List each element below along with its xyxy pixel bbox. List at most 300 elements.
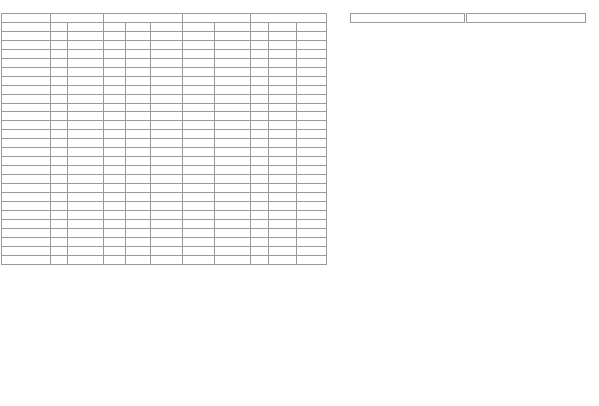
left-row xyxy=(2,202,327,211)
cell xyxy=(269,58,297,67)
cell xyxy=(151,121,183,130)
cell xyxy=(51,237,68,246)
cell-empty xyxy=(297,228,327,237)
cell xyxy=(183,94,215,103)
cell xyxy=(104,157,126,166)
cell xyxy=(251,148,269,157)
cell xyxy=(183,67,215,76)
cell xyxy=(126,139,151,148)
cell xyxy=(68,184,104,193)
cell xyxy=(215,121,251,130)
cell xyxy=(126,85,151,94)
cell xyxy=(51,193,68,202)
cell xyxy=(269,219,297,228)
cell xyxy=(51,58,68,67)
cell xyxy=(269,112,297,121)
player-name xyxy=(2,139,51,148)
cell xyxy=(126,76,151,85)
cell xyxy=(68,193,104,202)
cell xyxy=(126,22,151,31)
player-name xyxy=(2,121,51,130)
cell xyxy=(68,31,104,40)
cell xyxy=(126,40,151,49)
cell-empty xyxy=(297,112,327,121)
cell-empty xyxy=(297,255,327,264)
cell xyxy=(251,202,269,211)
cell xyxy=(104,67,126,76)
cell-empty xyxy=(297,67,327,76)
cell xyxy=(104,193,126,202)
cell xyxy=(51,85,68,94)
cell xyxy=(151,40,183,49)
cell xyxy=(215,67,251,76)
cell xyxy=(183,228,215,237)
left-row xyxy=(2,49,327,58)
cell xyxy=(126,193,151,202)
cell xyxy=(269,237,297,246)
cell xyxy=(126,67,151,76)
player-name xyxy=(2,237,51,246)
cell xyxy=(126,157,151,166)
cell xyxy=(51,139,68,148)
cell xyxy=(183,139,215,148)
cell xyxy=(215,157,251,166)
cell xyxy=(251,58,269,67)
left-row xyxy=(2,166,327,175)
player-name xyxy=(2,40,51,49)
cell xyxy=(251,193,269,202)
left-row xyxy=(2,175,327,184)
cell xyxy=(215,85,251,94)
cell xyxy=(104,228,126,237)
cell xyxy=(68,67,104,76)
cell xyxy=(251,85,269,94)
cell xyxy=(126,121,151,130)
cell xyxy=(51,40,68,49)
cell xyxy=(269,31,297,40)
cell xyxy=(183,219,215,228)
cell xyxy=(68,103,104,112)
header-equipes xyxy=(2,14,51,23)
cell xyxy=(126,255,151,264)
cell xyxy=(251,94,269,103)
cell xyxy=(104,76,126,85)
cell xyxy=(251,67,269,76)
cell xyxy=(151,202,183,211)
cell xyxy=(104,184,126,193)
cell xyxy=(215,193,251,202)
cell-empty xyxy=(297,148,327,157)
cell xyxy=(151,76,183,85)
cell xyxy=(126,228,151,237)
cell xyxy=(104,121,126,130)
cell xyxy=(126,130,151,139)
cell xyxy=(151,148,183,157)
player-name xyxy=(2,112,51,121)
cell xyxy=(151,246,183,255)
left-row xyxy=(2,121,327,130)
cell xyxy=(215,228,251,237)
cell xyxy=(126,237,151,246)
player-name xyxy=(2,94,51,103)
cell xyxy=(251,228,269,237)
left-row xyxy=(2,210,327,219)
cell xyxy=(183,58,215,67)
cell xyxy=(151,219,183,228)
cell xyxy=(51,121,68,130)
cell xyxy=(269,22,297,31)
cell xyxy=(215,76,251,85)
cell xyxy=(151,103,183,112)
cell xyxy=(68,202,104,211)
cell xyxy=(68,157,104,166)
player-name xyxy=(2,175,51,184)
cell xyxy=(104,31,126,40)
player-name xyxy=(2,210,51,219)
cell xyxy=(51,184,68,193)
cell xyxy=(151,58,183,67)
cell xyxy=(183,103,215,112)
cell xyxy=(183,184,215,193)
cell xyxy=(269,121,297,130)
cell xyxy=(251,166,269,175)
cell xyxy=(269,148,297,157)
cell xyxy=(126,94,151,103)
cell xyxy=(183,202,215,211)
cell xyxy=(104,103,126,112)
cell xyxy=(251,49,269,58)
cell xyxy=(151,130,183,139)
header-j7 xyxy=(183,14,251,23)
cell xyxy=(104,148,126,157)
cell xyxy=(251,157,269,166)
cell xyxy=(151,166,183,175)
cell xyxy=(51,148,68,157)
cell xyxy=(183,49,215,58)
left-row xyxy=(2,184,327,193)
cell xyxy=(104,219,126,228)
cell xyxy=(215,184,251,193)
cell xyxy=(51,228,68,237)
player-name xyxy=(2,76,51,85)
cell-empty xyxy=(297,157,327,166)
cell xyxy=(51,49,68,58)
cell xyxy=(269,40,297,49)
player-name xyxy=(2,228,51,237)
cell xyxy=(215,49,251,58)
cell xyxy=(151,49,183,58)
cell xyxy=(126,184,151,193)
cell xyxy=(215,22,251,31)
left-row xyxy=(2,85,327,94)
left-row xyxy=(2,130,327,139)
cell xyxy=(51,130,68,139)
player-name xyxy=(2,31,51,40)
cell xyxy=(183,76,215,85)
cell xyxy=(51,22,68,31)
cell xyxy=(151,112,183,121)
cell xyxy=(68,210,104,219)
cell xyxy=(183,246,215,255)
cell xyxy=(269,246,297,255)
cell xyxy=(68,76,104,85)
cell-empty xyxy=(297,22,327,31)
cell xyxy=(68,58,104,67)
player-name xyxy=(2,85,51,94)
cell-empty xyxy=(297,246,327,255)
cell xyxy=(215,31,251,40)
cell xyxy=(251,219,269,228)
cell xyxy=(151,193,183,202)
cell-empty xyxy=(297,166,327,175)
left-section xyxy=(1,13,327,265)
cell xyxy=(51,246,68,255)
general-title xyxy=(467,14,586,23)
left-row xyxy=(2,76,327,85)
cell xyxy=(104,210,126,219)
cell xyxy=(104,94,126,103)
player-name xyxy=(2,148,51,157)
left-row xyxy=(2,148,327,157)
cell xyxy=(104,175,126,184)
cell xyxy=(215,148,251,157)
left-row xyxy=(2,112,327,121)
player-name xyxy=(2,246,51,255)
left-row xyxy=(2,255,327,264)
player-name xyxy=(2,255,51,264)
cell xyxy=(51,202,68,211)
cell xyxy=(251,76,269,85)
cell xyxy=(269,49,297,58)
cell xyxy=(215,237,251,246)
left-row xyxy=(2,94,327,103)
cell xyxy=(51,31,68,40)
player-name xyxy=(2,202,51,211)
cell xyxy=(251,130,269,139)
cell xyxy=(151,184,183,193)
left-row xyxy=(2,193,327,202)
left-row xyxy=(2,219,327,228)
cell xyxy=(215,166,251,175)
cell xyxy=(269,210,297,219)
cell-empty xyxy=(297,202,327,211)
cell xyxy=(104,237,126,246)
cell xyxy=(68,85,104,94)
left-row xyxy=(2,67,327,76)
cell-empty xyxy=(297,31,327,40)
cell xyxy=(68,139,104,148)
cell xyxy=(68,175,104,184)
cell xyxy=(68,22,104,31)
cell xyxy=(269,130,297,139)
cell xyxy=(251,31,269,40)
cell xyxy=(68,237,104,246)
cell xyxy=(183,157,215,166)
cell xyxy=(269,228,297,237)
cell-empty xyxy=(297,76,327,85)
cell xyxy=(251,237,269,246)
individuel-table xyxy=(350,13,465,22)
cell xyxy=(215,210,251,219)
cell xyxy=(269,193,297,202)
header-date2 xyxy=(251,14,327,23)
cell xyxy=(183,85,215,94)
cell xyxy=(151,210,183,219)
left-row xyxy=(2,228,327,237)
cell xyxy=(51,67,68,76)
cell xyxy=(51,210,68,219)
cell xyxy=(68,121,104,130)
cell xyxy=(269,85,297,94)
left-header-row xyxy=(2,14,327,23)
cell xyxy=(51,166,68,175)
general-table xyxy=(466,13,586,22)
cell xyxy=(104,58,126,67)
cell xyxy=(215,202,251,211)
cell xyxy=(251,121,269,130)
cell-empty xyxy=(297,121,327,130)
left-row xyxy=(2,31,327,40)
cell xyxy=(68,228,104,237)
cell xyxy=(269,166,297,175)
cell xyxy=(68,246,104,255)
cell xyxy=(104,202,126,211)
cell xyxy=(151,67,183,76)
cell xyxy=(126,166,151,175)
cell xyxy=(126,49,151,58)
cell xyxy=(104,166,126,175)
cell xyxy=(51,175,68,184)
cell xyxy=(251,184,269,193)
cell xyxy=(104,40,126,49)
cell xyxy=(126,148,151,157)
cell xyxy=(104,246,126,255)
cell-empty xyxy=(297,193,327,202)
cell-empty xyxy=(297,40,327,49)
cell xyxy=(269,255,297,264)
cell xyxy=(251,210,269,219)
cell xyxy=(126,202,151,211)
cell xyxy=(68,148,104,157)
cell xyxy=(251,139,269,148)
cell xyxy=(68,40,104,49)
left-row xyxy=(2,246,327,255)
cell-empty xyxy=(297,175,327,184)
cell xyxy=(269,157,297,166)
cell-empty xyxy=(297,85,327,94)
cell xyxy=(251,40,269,49)
cell xyxy=(269,139,297,148)
general-section xyxy=(466,13,586,22)
cell xyxy=(151,139,183,148)
cell xyxy=(251,22,269,31)
cell xyxy=(183,31,215,40)
cell xyxy=(251,255,269,264)
cell xyxy=(183,193,215,202)
player-name xyxy=(2,67,51,76)
cell xyxy=(51,76,68,85)
cell xyxy=(183,166,215,175)
player-name xyxy=(2,166,51,175)
cell xyxy=(269,202,297,211)
cell xyxy=(151,31,183,40)
left-row xyxy=(2,22,327,31)
cell xyxy=(183,175,215,184)
cell xyxy=(183,121,215,130)
cell-empty xyxy=(297,219,327,228)
cell-empty xyxy=(297,130,327,139)
left-row xyxy=(2,58,327,67)
cell xyxy=(215,94,251,103)
cell xyxy=(68,255,104,264)
header-j6 xyxy=(51,14,104,23)
cell xyxy=(104,130,126,139)
cell xyxy=(151,228,183,237)
cell xyxy=(251,112,269,121)
cell-empty xyxy=(297,103,327,112)
cell xyxy=(126,112,151,121)
cell xyxy=(126,246,151,255)
teams-schedule-table xyxy=(1,13,327,265)
cell xyxy=(251,246,269,255)
header-date1 xyxy=(104,14,183,23)
cell xyxy=(104,255,126,264)
cell xyxy=(126,31,151,40)
cell xyxy=(215,40,251,49)
cell xyxy=(215,112,251,121)
cell xyxy=(269,175,297,184)
cell xyxy=(251,175,269,184)
individuel-section xyxy=(350,13,465,22)
cell-empty xyxy=(297,49,327,58)
cell xyxy=(215,255,251,264)
individuel-title xyxy=(351,14,465,23)
cell xyxy=(51,219,68,228)
cell xyxy=(215,130,251,139)
cell xyxy=(183,40,215,49)
cell xyxy=(269,103,297,112)
cell xyxy=(215,219,251,228)
cell-empty xyxy=(297,139,327,148)
cell xyxy=(51,94,68,103)
cell xyxy=(183,112,215,121)
player-name xyxy=(2,130,51,139)
cell-empty xyxy=(297,210,327,219)
left-row xyxy=(2,157,327,166)
cell xyxy=(126,103,151,112)
cell-empty xyxy=(297,58,327,67)
player-name xyxy=(2,58,51,67)
cell xyxy=(104,22,126,31)
left-row xyxy=(2,40,327,49)
cell xyxy=(251,103,269,112)
cell xyxy=(68,94,104,103)
cell xyxy=(151,157,183,166)
player-name xyxy=(2,103,51,112)
cell xyxy=(68,112,104,121)
cell xyxy=(151,22,183,31)
cell xyxy=(68,166,104,175)
cell-empty xyxy=(297,94,327,103)
left-row xyxy=(2,103,327,112)
cell xyxy=(151,175,183,184)
cell xyxy=(269,76,297,85)
cell xyxy=(68,130,104,139)
cell xyxy=(126,58,151,67)
cell-empty xyxy=(297,184,327,193)
cell xyxy=(104,49,126,58)
cell xyxy=(51,112,68,121)
